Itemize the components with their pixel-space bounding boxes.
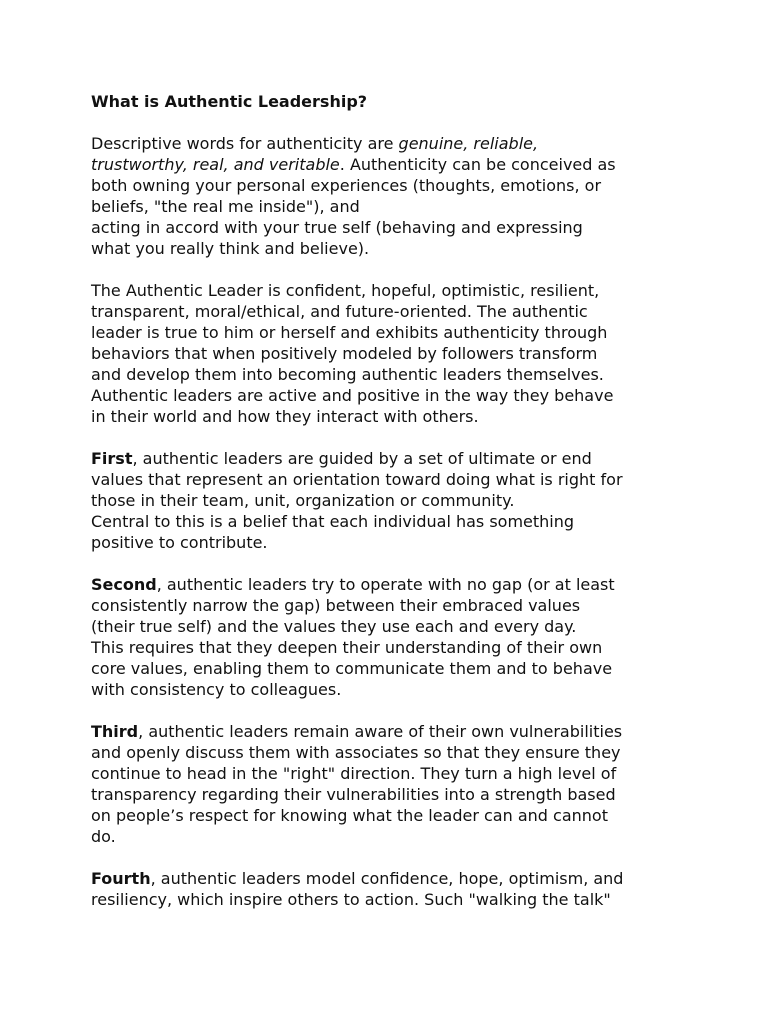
text-line: This requires that they deepen their understanding of their own [91,638,603,657]
text-line: core values, enabling them to communicate them and to behave [91,659,613,678]
text-line [91,448,691,469]
text-line: with consistency to colleagues. [91,680,342,699]
text-line: The Authentic Leader is confident, hopeful, optimistic, resilient, [91,281,600,300]
text-line: Central to this is a belief that each individual has something [91,512,575,531]
text-line: positive to contribute. [91,533,268,552]
paragraph-third [91,721,691,847]
document-title: What is Authentic Leadership? [91,92,368,111]
italic-text: genuine, reliable, [398,134,539,153]
paragraph-first [91,448,691,553]
text-line: what you really think and believe). [91,239,370,258]
text-line: behaviors that when positively modeled by followers transform [91,344,598,363]
paragraph-gap [91,700,691,721]
text-line: continue to head in the "right" direction. They turn a high level of [91,764,617,783]
text-line: (their true self) and the values they use each and every day. [91,617,577,636]
text-line: leader is true to him or herself and exhibits authenticity through [91,323,608,342]
paragraph-definition [91,133,691,259]
italic-text: trustworthy, real, and veritable [91,155,340,174]
paragraph-authentic-leader [91,280,691,427]
paragraph-gap [91,112,691,133]
text-line [91,154,691,175]
paragraph-fourth [91,868,691,910]
text-line: on people’s respect for knowing what the leader can and cannot [91,806,608,825]
bold-lead: Fourth [91,869,151,888]
text-line: in their world and how they interact with others. [91,407,479,426]
text-line: resiliency, which inspire others to action. Such "walking the talk" [91,890,611,909]
paragraph-gap [91,553,691,574]
text-line [91,574,691,595]
text-line: Authentic leaders are active and positive in the way they behave [91,386,614,405]
bold-lead: First [91,449,133,468]
text-line: transparency regarding their vulnerabilities into a strength based [91,785,616,804]
text-line: consistently narrow the gap) between their embraced values [91,596,581,615]
text-run: . Authenticity can be conceived as [339,155,616,174]
paragraph-gap [91,847,691,868]
bold-lead: Second [91,575,157,594]
bold-lead: Third [91,722,139,741]
document-page [91,91,691,910]
paragraph-second [91,574,691,700]
text-line: values that represent an orientation toward doing what is right for [91,470,623,489]
text-line: both owning your personal experiences (thoughts, emotions, or [91,176,602,195]
paragraph-gap [91,427,691,448]
text-line [91,868,691,889]
text-run: , authentic leaders model confidence, hope, optimism, and [150,869,624,888]
text-line: and openly discuss them with associates so that they ensure they [91,743,621,762]
text-run: , authentic leaders remain aware of their own vulnerabilities [138,722,623,741]
text-line [91,721,691,742]
text-line: do. [91,827,116,846]
text-line [91,133,691,154]
text-line: acting in accord with your true self (behaving and expressing [91,218,583,237]
text-line: beliefs, "the real me inside"), and [91,197,360,216]
text-run: , authentic leaders try to operate with no gap (or at least [156,575,615,594]
text-line: transparent, moral/ethical, and future-oriented. The authentic [91,302,588,321]
paragraph-gap [91,259,691,280]
text-run: Descriptive words for authenticity are [91,134,399,153]
text-line: those in their team, unit, organization or community. [91,491,515,510]
text-line: and develop them into becoming authentic leaders themselves. [91,365,604,384]
text-run: , authentic leaders are guided by a set of ultimate or end [132,449,592,468]
